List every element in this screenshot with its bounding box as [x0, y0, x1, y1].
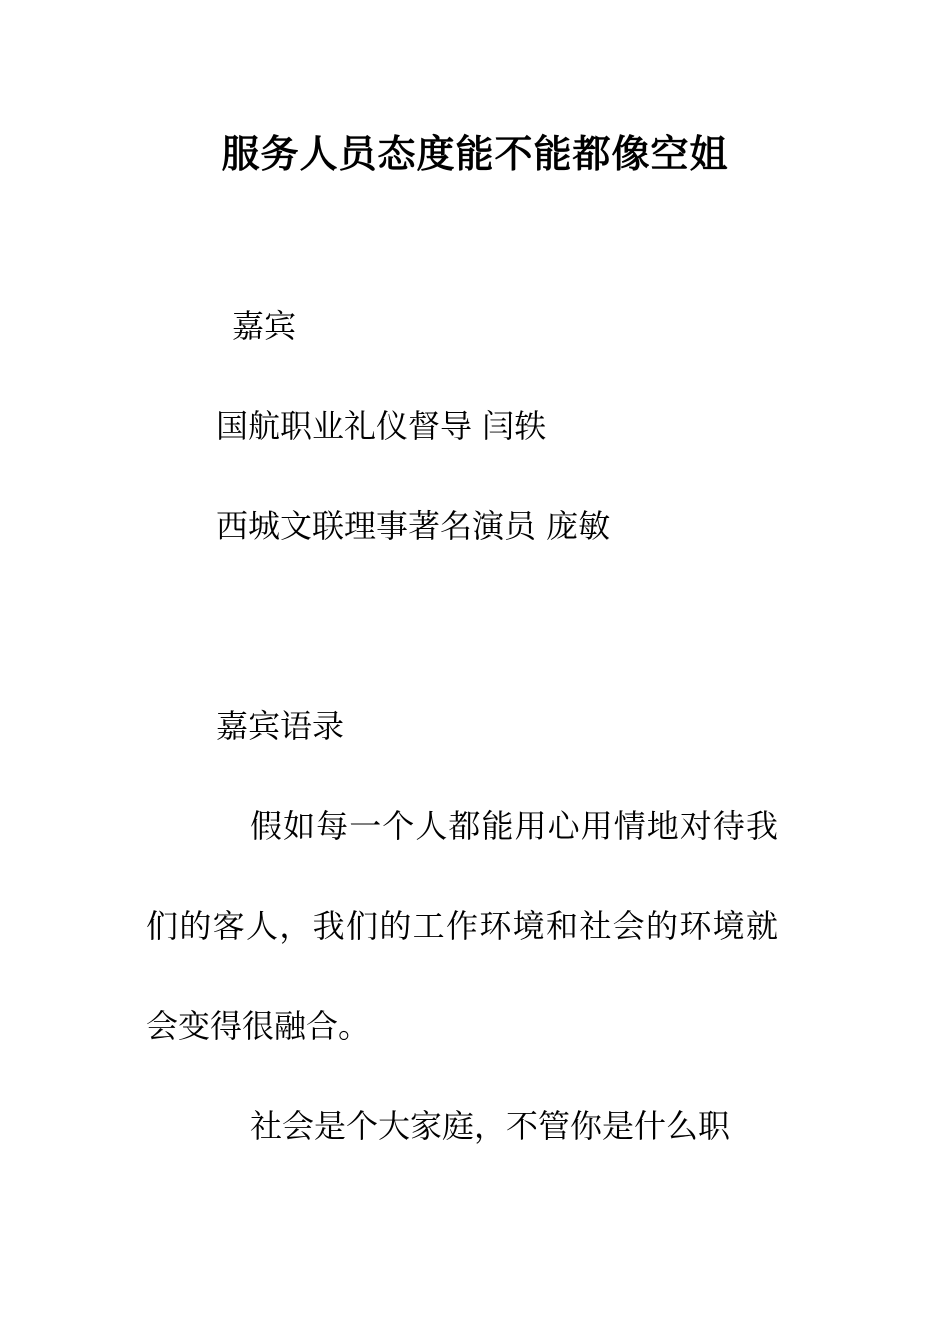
quotes-heading: 嘉宾语录 [216, 707, 345, 745]
guest-line: 西城文联理事著名演员 庞敏 [216, 507, 611, 545]
guests-heading: 嘉宾 [232, 307, 297, 345]
quote-paragraph: 假如每一个人都能用心用情地对待我们的客人，我们的工作环境和社会的环境就会变得很融合。 [146, 807, 778, 1045]
document-title: 服务人员态度能不能都像空姐 [221, 132, 729, 176]
guest-line: 国航职业礼仪督导 闫轶 [216, 407, 547, 445]
quote-paragraph: 社会是个大家庭，不管你是什么职 [250, 1107, 731, 1145]
